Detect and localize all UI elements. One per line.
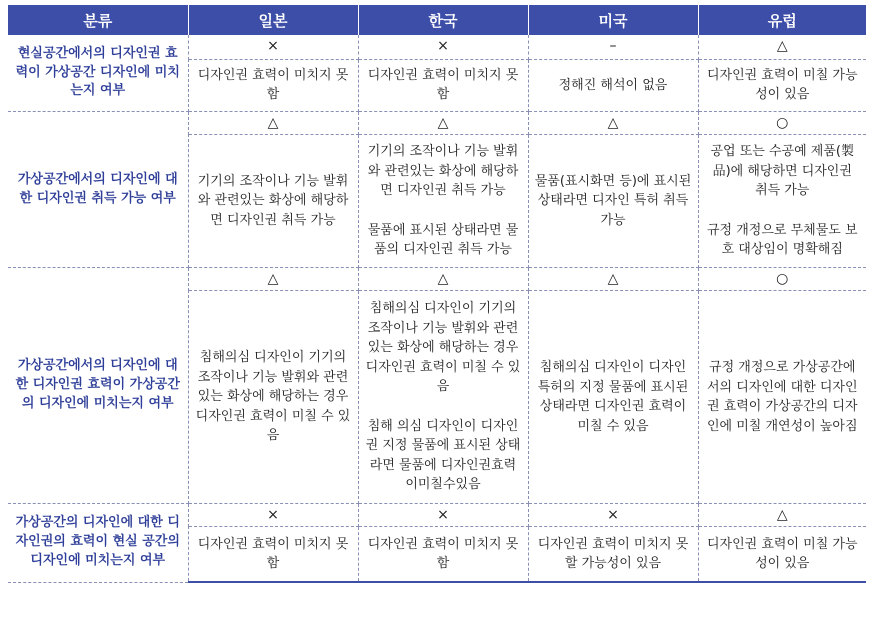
text-cell xyxy=(528,527,698,583)
cell-text: 규정 개정으로 무체물도 보호 대상임이 명확해짐 xyxy=(706,222,858,258)
row-category: 현실공간에서의 디자인권 효력이 가상공간 디자인에 미치는지 여부 xyxy=(8,35,188,112)
text-cell xyxy=(358,527,528,583)
cell-text: 기기의 조작이나 기능 발휘와 관련있는 화상에 해당하면 디자인권 취득 가능 xyxy=(197,173,349,228)
symbol-cell: △ xyxy=(528,268,698,291)
row-category: 가상공간에서의 디자인에 대한 디자인권 효력이 가상공간의 디자인에 미치는지 여부 xyxy=(8,268,188,504)
row-category: 가상공간의 디자인에 대한 디자인권의 효력이 현실 공간의 디자인에 미치는지 여부 xyxy=(8,504,188,583)
cell-text: 디자인권 효력이 미칠 가능성이 있음 xyxy=(706,67,858,103)
symbol-cell: △ xyxy=(358,268,528,291)
cell-text: 디자인권 효력이 미치지 못함 xyxy=(197,536,349,571)
cell-text: 물품에 표시된 상태라면 물품의 디자인권 취득 가능 xyxy=(367,222,519,258)
cell-text: 물품(표시화면 등)에 표시된 상태라면 디자인 특허 취득 가능 xyxy=(534,173,692,228)
symbol-cell: △ xyxy=(188,268,358,291)
header-usa: 미국 xyxy=(528,5,698,35)
header-row xyxy=(8,5,866,35)
text-cell xyxy=(188,135,358,268)
symbol-cell: △ xyxy=(528,112,698,135)
symbol-cell: × xyxy=(528,504,698,527)
cell-text: 침해 의심 디자인이 디자인권 지정 물품에 표시된 상태라면 물품에 디자인권효력이미칠수있음 xyxy=(365,418,521,493)
text-cell xyxy=(188,291,358,504)
cell-text: 침해의심 디자인이 기기의 조작이나 기능 발휘와 관련있는 화상에 해당하는 경우 디자인권 효력이 미칠 수 있음 xyxy=(365,301,521,395)
text-cell xyxy=(528,291,698,504)
cell-text: 침해의심 디자인이 기기의 조작이나 기능 발휘와 관련있는 화상에 해당하는 경우 디자인권 효력이 미칠 수 있음 xyxy=(195,350,351,444)
header-category: 분류 xyxy=(8,5,188,35)
symbol-cell: △ xyxy=(698,504,866,527)
symbol-cell: × xyxy=(358,504,528,527)
cell-text: 디자인권 효력이 미칠 가능성이 있음 xyxy=(706,536,858,571)
cell-text: 정해진 해석이 없음 xyxy=(558,77,668,93)
cell-text: 침해의심 디자인이 디자인 특허의 지정 물품에 표시된 상태라면 디자인권 효력이 미칠 수 있음 xyxy=(537,360,689,434)
text-cell xyxy=(698,291,866,504)
cell-text: 디자인권 효력이 미치지 못함 xyxy=(367,67,519,103)
text-cell xyxy=(528,59,698,111)
text-cell xyxy=(358,291,528,504)
comparison-table-container xyxy=(8,5,866,583)
header-japan: 일본 xyxy=(188,5,358,35)
symbol-cell: × xyxy=(358,35,528,59)
text-cell xyxy=(698,59,866,111)
table-row xyxy=(8,504,866,527)
cell-text: 디자인권 효력이 미치지 못함 xyxy=(197,67,349,103)
symbol-cell: – xyxy=(528,35,698,59)
symbol-cell: × xyxy=(188,35,358,59)
row-category: 가상공간에서의 디자인에 대한 디자인권 취득 가능 여부 xyxy=(8,112,188,268)
cell-text: 공업 또는 수공예 제품(製品)에 해당하면 디자인권 취득 가능 xyxy=(710,144,854,199)
symbol-cell: × xyxy=(188,504,358,527)
cell-text: 디자인권 효력이 미치지 못할 가능성이 있음 xyxy=(537,536,689,571)
text-cell xyxy=(188,59,358,111)
table-row xyxy=(8,112,866,135)
text-cell xyxy=(698,135,866,268)
header-korea: 한국 xyxy=(358,5,528,35)
symbol-cell: ○ xyxy=(698,112,866,135)
symbol-cell: △ xyxy=(188,112,358,135)
text-cell xyxy=(528,135,698,268)
cell-text: 디자인권 효력이 미치지 못함 xyxy=(367,536,519,571)
design-right-comparison-table xyxy=(8,5,866,583)
symbol-cell: △ xyxy=(698,35,866,59)
text-cell xyxy=(358,135,528,268)
table-row xyxy=(8,35,866,59)
text-cell xyxy=(188,527,358,583)
symbol-cell: △ xyxy=(358,112,528,135)
cell-text: 기기의 조작이나 기능 발휘와 관련있는 화상에 해당하면 디자인권 취득 가능 xyxy=(367,144,519,199)
header-europe: 유럽 xyxy=(698,5,866,35)
text-cell xyxy=(698,527,866,583)
text-cell xyxy=(358,59,528,111)
table-row xyxy=(8,268,866,291)
symbol-cell: ○ xyxy=(698,268,866,291)
cell-text: 규정 개정으로 가상공간에서의 디자인에 대한 디자인권 효력이 가상공간의 디자인에 미칠 개연성이 높아짐 xyxy=(706,360,858,434)
